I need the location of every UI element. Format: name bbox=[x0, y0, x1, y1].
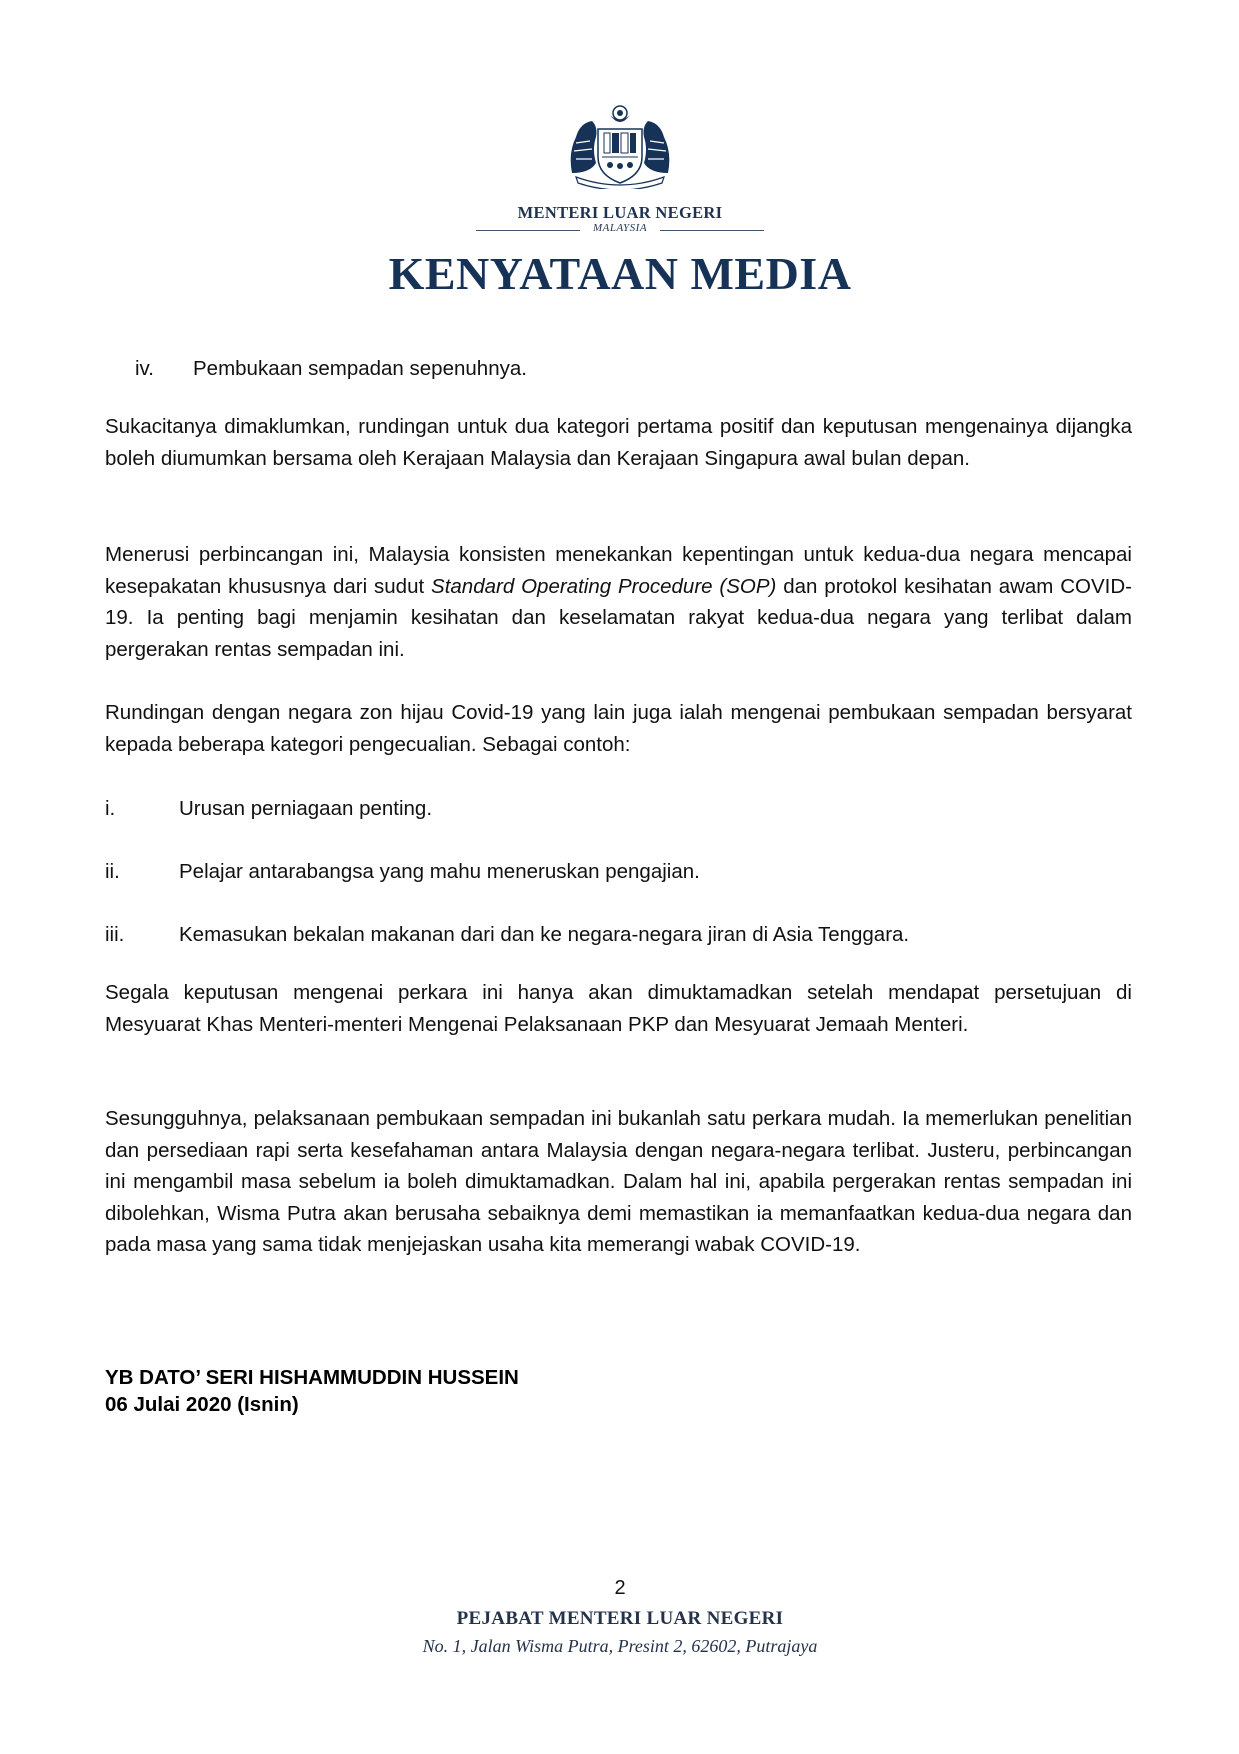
ministry-name: MENTERI LUAR NEGERI bbox=[517, 203, 723, 222]
paragraph: Rundingan dengan negara zon hijau Covid-19 yang lain juga ialah mengenai pembukaan sempadan bersyarat kepada beberapa kategori pengecualian. Sebagai contoh: bbox=[105, 701, 1132, 756]
signature-block bbox=[105, 1364, 519, 1418]
statement-date: 06 Julai 2020 (Isnin) bbox=[105, 1393, 299, 1416]
list-item bbox=[105, 793, 1132, 825]
paragraph: Segala keputusan mengenai perkara ini hanya akan dimuktamadkan setelah mendapat persetujuan di Mesyuarat Khas Menteri-menteri Mengenai Pelaksanaan PKP dan Mesyuarat Jemaah Menteri. bbox=[105, 981, 1132, 1036]
paragraph: Sesungguhnya, pelaksanaan pembukaan sempadan ini bukanlah satu perkara mudah. Ia memerlukan penelitian dan persediaan rapi serta kesefahaman antara Malaysia dengan negara-negara terlibat. Justeru, perbincangan ini mengambil masa sebelum ia boleh dimuktamadkan. Dalam hal ini, apabila pergerakan rentas sempadan ini dibolehkan, Wisma Putra akan berusaha sebaiknya demi memastikan ia memanfaatkan kedua-dua negara dan pada masa yang sama tidak menjejaskan usaha kita memerangi wabak COVID-19. bbox=[105, 1107, 1132, 1256]
list-item bbox=[105, 919, 1132, 951]
paragraph-italic-text: Standard Operating Procedure (SOP) bbox=[431, 574, 777, 598]
list-item-text: Kemasukan bekalan makanan dari dan ke negara-negara jiran di Asia Tenggara. bbox=[179, 923, 910, 946]
list-item bbox=[105, 856, 1132, 888]
list-item bbox=[135, 353, 1162, 385]
list-item-number: iii. bbox=[105, 923, 125, 946]
list-item-number: ii. bbox=[105, 860, 120, 883]
footer-address: No. 1, Jalan Wisma Putra, Presint 2, 62602, Putrajaya bbox=[422, 1636, 818, 1656]
document-title: KENYATAAN MEDIA bbox=[388, 248, 852, 299]
page-number: 2 bbox=[614, 1577, 626, 1599]
footer-office: PEJABAT MENTERI LUAR NEGERI bbox=[456, 1608, 784, 1629]
signatory-name: YB DATO’ SERI HISHAMMUDDIN HUSSEIN bbox=[105, 1366, 519, 1389]
list-item-number: iv. bbox=[135, 357, 154, 380]
list-item-text: Urusan perniagaan penting. bbox=[179, 797, 433, 820]
country-rule bbox=[476, 222, 764, 238]
list-item-number: i. bbox=[105, 797, 116, 820]
paragraph-text: dan protokol kesihatan awam COVID-19. Ia penting bagi menjamin kesihatan dan keselamatan rakyat kedua-dua negara yang terlibat dalam pergerakan rentas sempadan ini. bbox=[105, 574, 1132, 661]
divider bbox=[660, 230, 764, 231]
coat-of-arms-icon bbox=[562, 103, 678, 189]
paragraph: Sukacitanya dimaklumkan, rundingan untuk dua kategori pertama positif dan keputusan mengenainya dijangka boleh diumumkan bersama oleh Kerajaan Malaysia dan Kerajaan Singapura awal bulan depan. bbox=[105, 415, 1132, 470]
paragraph-text: Menerusi perbincangan ini, Malaysia konsisten menekankan kepentingan untuk kedua-dua negara mencapai kesepakatan khususnya dari sudut bbox=[105, 543, 1132, 598]
divider bbox=[476, 230, 580, 231]
list-item-text: Pembukaan sempadan sepenuhnya. bbox=[193, 357, 527, 380]
country-name: MALAYSIA bbox=[592, 222, 648, 234]
list-item-text: Pelajar antarabangsa yang mahu meneruskan pengajian. bbox=[179, 860, 700, 883]
paragraph bbox=[105, 539, 1132, 665]
